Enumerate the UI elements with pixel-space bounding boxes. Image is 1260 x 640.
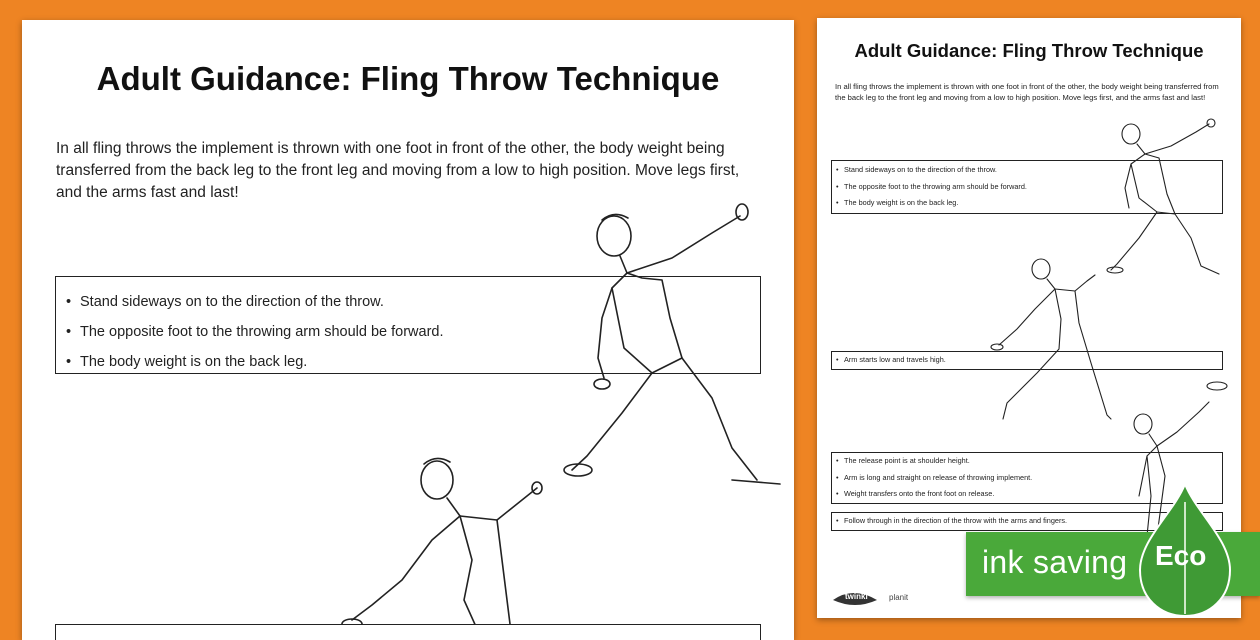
bullet-item: • The opposite foot to the throwing arm should be forward.: [66, 317, 760, 347]
instruction-box-2: [55, 624, 761, 640]
footer-sub: planit: [889, 593, 909, 602]
eco-label: Eco: [1155, 540, 1207, 571]
bullet-item: • Weight transfers onto the front foot on release.: [836, 486, 1222, 503]
twinkl-logo: [831, 584, 921, 606]
footer-brand: twinkl: [845, 592, 868, 601]
bullet-item: • Arm starts low and travels high.: [836, 352, 1222, 369]
athlete-illustration-2: [332, 440, 592, 640]
bullet-item: • Stand sideways on to the direction of the throw.: [836, 162, 1222, 179]
page-title: Adult Guidance: Fling Throw Technique: [96, 60, 720, 97]
athlete-illustration-2: [987, 253, 1127, 423]
bullet-item: • Arm is long and straight on release of throwing implement.: [836, 470, 1222, 487]
worksheet-page-large: [22, 20, 794, 640]
intro-paragraph: In all fling throws the implement is thrown with one foot in front of the other, the body weight being transferred from the back leg to the front leg and moving from a low to high position. Move legs first, and the arms fast and last!: [835, 82, 1219, 102]
ink-saving-text: ink saving: [982, 544, 1128, 580]
bullet-item: • Follow through in the direction of the throw with the arms and fingers.: [836, 513, 1222, 530]
page-title: Adult Guidance: Fling Throw Technique: [854, 40, 1204, 61]
bullet-item: • The release point is at shoulder height.: [836, 453, 1222, 470]
bullet-item: • The body weight is on the back leg.: [66, 347, 760, 377]
bullet-item: • The body weight is on the back leg.: [836, 195, 1222, 212]
bullet-item: • The opposite foot to the throwing arm should be forward.: [836, 179, 1222, 196]
intro-paragraph: In all fling throws the implement is thrown with one foot in front of the other, the body weight being transferred from the back leg to the front leg and moving from a low to high position. Move legs first, and the arms fast and last!: [56, 140, 740, 201]
bullet-item: • Stand sideways on to the direction of the throw.: [66, 287, 760, 317]
